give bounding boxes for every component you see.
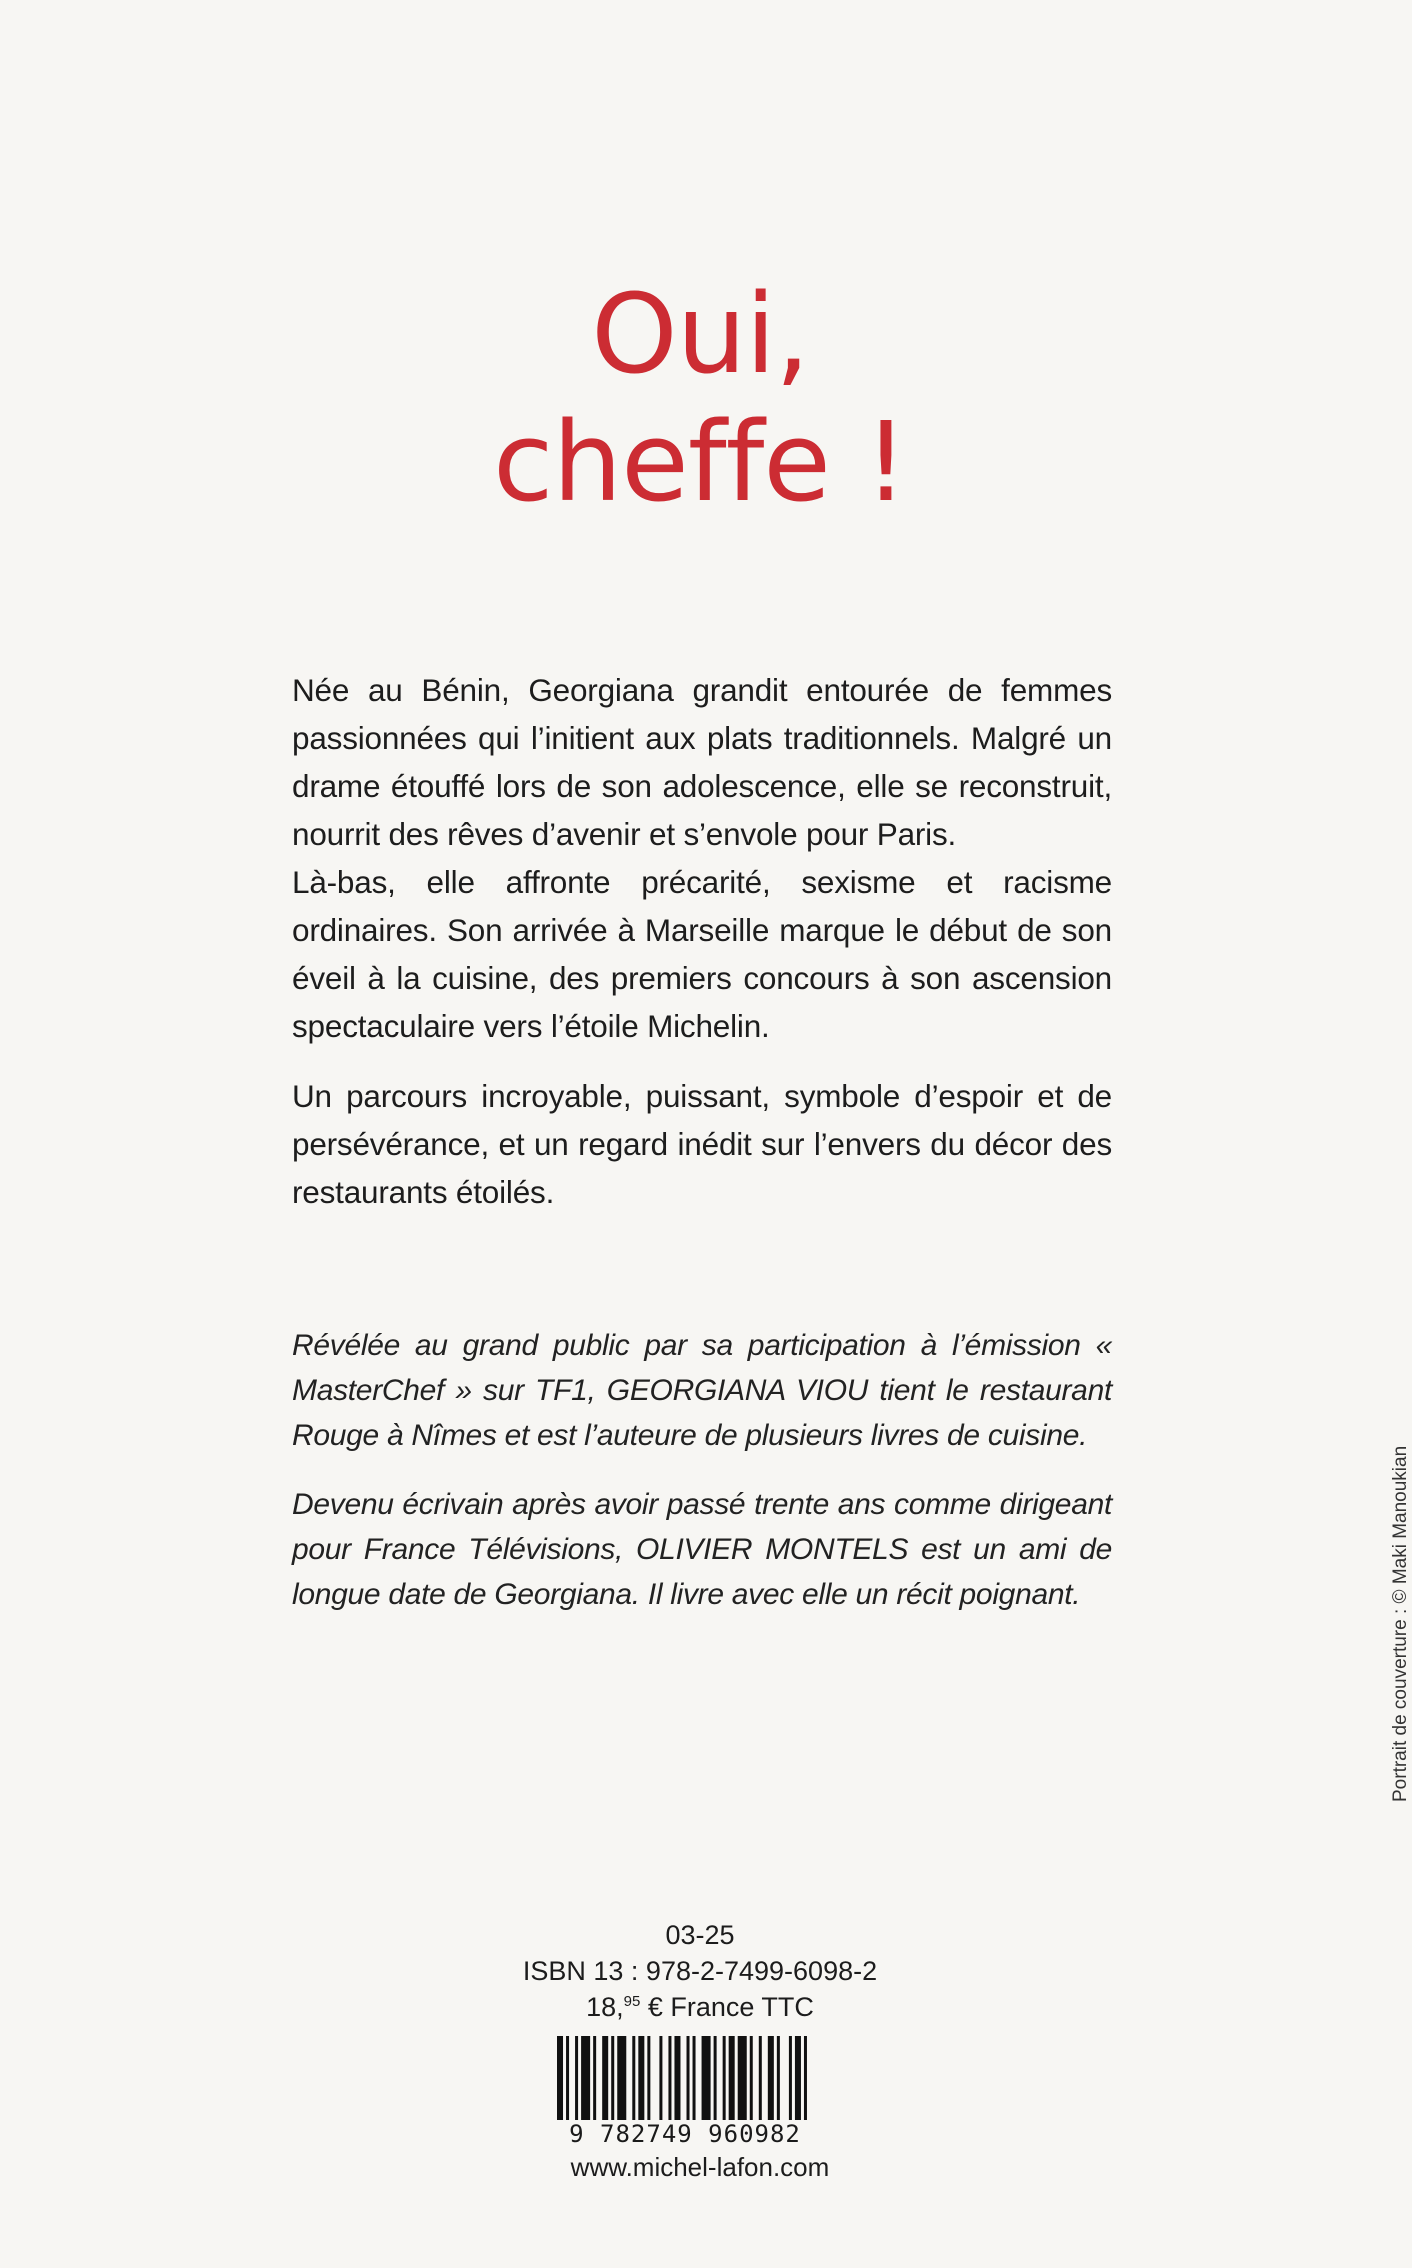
barcode-bar — [659, 2036, 662, 2120]
summary-paragraph-2: Un parcours incroyable, puissant, symbole d’espoir et de persévérance, et un regard inédit sur l’envers du décor des restaurants étoilés. — [292, 1078, 1112, 1210]
barcode-number: 9 782749 960982 — [569, 2120, 801, 2148]
barcode-bar — [593, 2036, 596, 2120]
barcode-bar — [647, 2036, 650, 2120]
barcode-bar — [729, 2036, 735, 2120]
photo-credit: Portrait de couverture : © Maki Manoukian — [1390, 1445, 1411, 1802]
price-cents: 95 — [623, 1993, 641, 2010]
barcode-bar — [723, 2036, 726, 2120]
barcode-bar — [674, 2036, 680, 2120]
isbn: ISBN 13 : 978-2-7499-6098-2 — [522, 1956, 878, 1986]
barcode-bar — [768, 2036, 774, 2120]
barcode-bar — [693, 2036, 696, 2120]
title-line-1: Oui, — [591, 270, 809, 399]
barcode-bar — [738, 2036, 747, 2120]
price-main: 18, — [586, 1992, 624, 2022]
book-title — [380, 270, 1020, 535]
barcode-bar — [702, 2036, 711, 2120]
barcode-bar — [795, 2036, 801, 2120]
summary-paragraph-1a: Née au Bénin, Georgiana grandit entourée de femmes passionnées qui l’initient aux plats traditionnels. Malgré un drame étouffé lors de son adolescence, elle se reconstruit, nourrit des rêves d’avenir et s’envole pour Paris. — [292, 672, 1112, 852]
barcode-bar — [714, 2036, 717, 2120]
barcode — [545, 2036, 825, 2150]
author-bio-georgiana: Révélée au grand public par sa participation à l’émission « MasterChef » sur TF1, GEORGIANA VIOU tient le restaurant Rouge à Nîmes et est l’auteure de plusieurs livres de cuisine. — [292, 1329, 1112, 1452]
title-line-2: cheffe ! — [492, 398, 908, 527]
summary-paragraph-1b: Là-bas, elle affronte précarité, sexisme et racisme ordinaires. Son arrivée à Marseille marque le début de son éveil à la cuisine, des premiers concours à son ascension spectaculaire vers l’étoile Michelin. — [292, 864, 1112, 1044]
barcode-bar — [575, 2036, 578, 2120]
barcode-bar — [687, 2036, 690, 2120]
barcode-bar — [789, 2036, 792, 2120]
publication-info — [490, 1917, 910, 2025]
book-summary — [292, 666, 1112, 1216]
author-bios — [292, 1323, 1112, 1617]
barcode-bar — [617, 2036, 626, 2120]
barcode-bar — [759, 2036, 762, 2120]
barcode-bar — [750, 2036, 753, 2120]
release-code: 03-25 — [665, 1920, 735, 1950]
publisher-website: www.michel-lafon.com — [570, 2152, 830, 2182]
barcode-bar — [557, 2036, 563, 2120]
barcode-bar — [632, 2036, 635, 2120]
barcode-bar — [804, 2036, 807, 2120]
barcode-bars — [557, 2036, 813, 2120]
barcode-bar — [602, 2036, 608, 2120]
barcode-bar — [668, 2036, 671, 2120]
barcode-bar — [777, 2036, 780, 2120]
barcode-bar — [566, 2036, 569, 2120]
author-bio-olivier: Devenu écrivain après avoir passé trente ans comme dirigeant pour France Télévisions, OLIVIER MONTELS est un ami de longue date de Georgiana. Il livre avec elle un récit poignant. — [292, 1488, 1112, 1611]
barcode-bar — [638, 2036, 644, 2120]
price-suffix: € France TTC — [640, 1992, 814, 2022]
barcode-bar — [611, 2036, 614, 2120]
price — [490, 1989, 910, 2025]
barcode-bar — [581, 2036, 590, 2120]
